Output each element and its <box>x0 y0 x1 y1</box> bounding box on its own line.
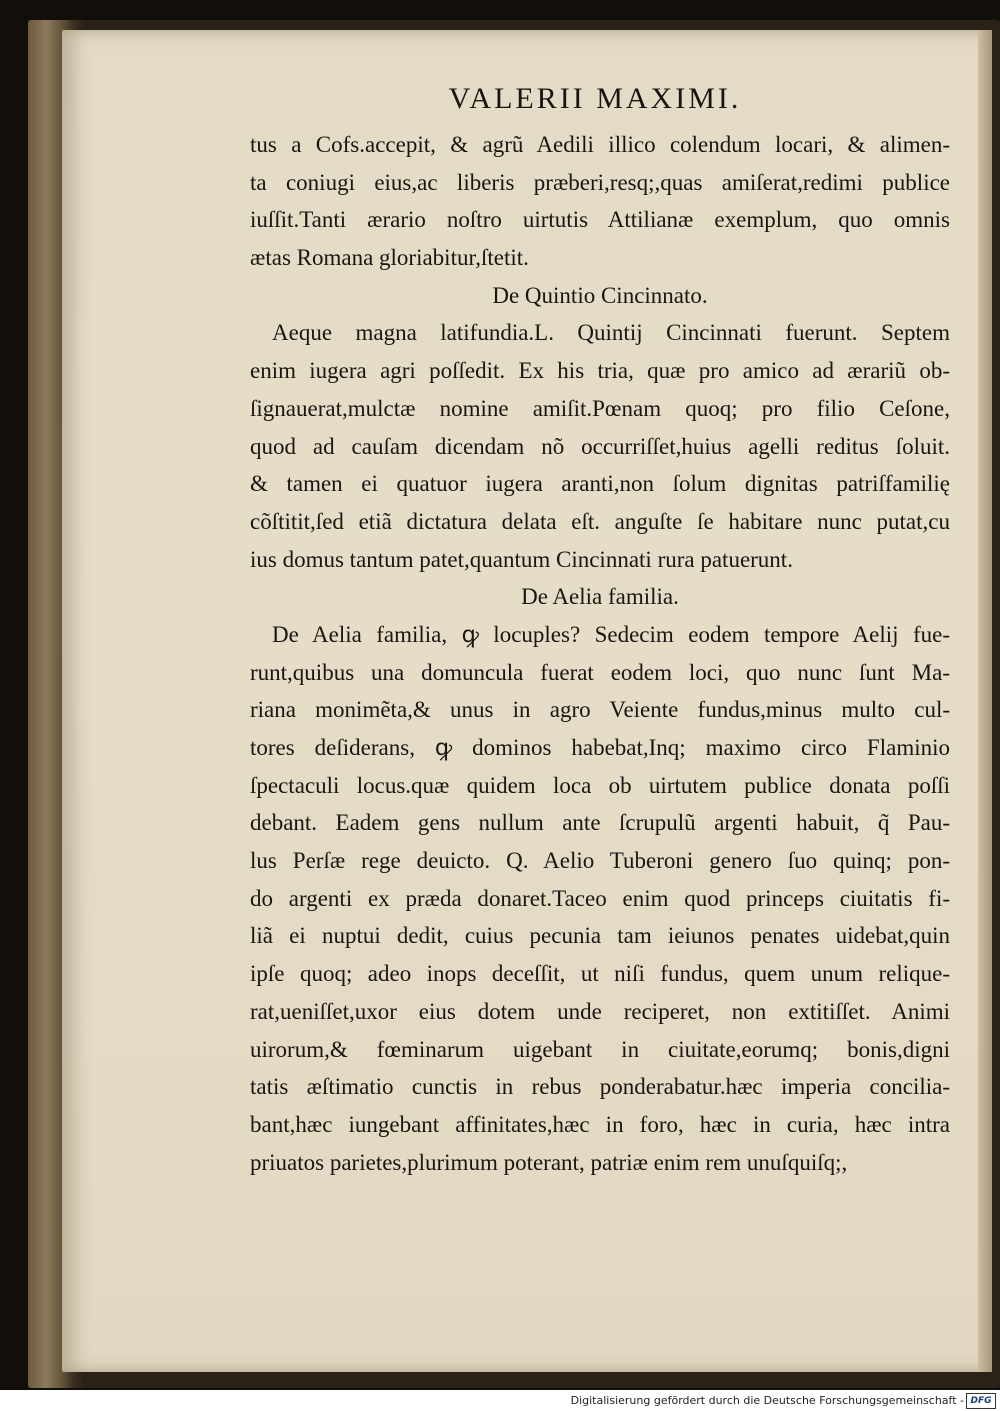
text-line: iuſſit.Tanti ærario noſtro uirtutis Attilianæ exemplum, quo omnis <box>250 207 950 233</box>
text-line: & tamen ei quatuor iugera aranti,non ſolum dignitas patriſfamilię <box>250 471 950 497</box>
text-line: ius domus tantum patet,quantum Cincinnati rura patuerunt. <box>250 546 793 572</box>
text-line: Aeque magna latifundia.L. Quintij Cincinnati fuerunt. Septem <box>272 320 950 346</box>
text-line: ſpectaculi locus.quæ quidem loca ob uirtutem publice donata poſſi <box>250 772 950 798</box>
text-line: uirorum,& fœminarum uigebant in ciuitate,eorumq; bonis,digni <box>250 1036 950 1062</box>
text-line: cõſtitit,ſed etiã dictatura delata eſt. anguſte ſe habitare nunc putat,cu <box>250 508 950 534</box>
text-line: lus Perſæ rege deuicto. Q. Aelio Tuberoni genero ſuo quinq; pon- <box>250 848 950 874</box>
text-line: liã ei nuptui dedit, cuius pecunia tam ieiunos penates uidebat,quin <box>250 923 950 949</box>
text-line: do argenti ex præda donaret.Taceo enim quod princeps ciuitatis fi- <box>250 885 950 911</box>
text-line: De Aelia familia, ꝙ locuples? Sedecim eodem tempore Aelij fue- <box>272 621 950 647</box>
section-heading: De Aelia familia. <box>521 584 679 610</box>
text-line: tores deſiderans, ꝙ dominos habebat,Inq; maximo circo Flaminio <box>250 735 950 760</box>
text-line: tus a Cofs.accepit, & agrũ Aedili illico colendum locari, & alimen- <box>250 132 950 157</box>
text-line: debant. Eadem gens nullum ante ſcrupulũ argenti habuit, q̃ Pau- <box>250 810 950 836</box>
page-edge <box>978 30 992 1372</box>
text-line: quod ad cauſam dicendam nõ occurriſſet,huius agelli reditus ſoluit. <box>250 433 950 459</box>
text-line: ta coniugi eius,ac liberis præberi,resq;,quas amiſerat,redimi publice <box>250 169 950 195</box>
text-line: ſignauerat,mulctæ nomine amiſit.Pœnam quoq; pro filio Ceſone, <box>250 395 950 421</box>
text-line: runt,quibus una domuncula fuerat eodem loci, quo nunc ſunt Ma- <box>250 659 950 685</box>
running-head-text: VALERII MAXIMI. <box>448 82 742 115</box>
running-head <box>0 82 1000 116</box>
body-text <box>250 126 950 1181</box>
text-line: rat,ueniſſet,uxor eius dotem unde reciperet, non extitiſſet. Animi <box>250 998 950 1024</box>
text-line: bant,hæc iungebant affinitates,hæc in foro, hæc in curia, hæc intra <box>250 1111 950 1137</box>
digitization-footer <box>0 1390 1000 1411</box>
text-line: priuatos parietes,plurimum poterant, patriæ enim rem unuſquiſq;, <box>250 1149 848 1175</box>
dfg-logo: DFG <box>966 1393 996 1409</box>
section-heading: De Quintio Cincinnato. <box>492 282 708 308</box>
text-line: tatis æſtimatio cunctis in rebus ponderabatur.hæc imperia concilia- <box>250 1074 950 1100</box>
footer-credit: Digitalisierung gefördert durch die Deutsche Forschungsgemeinschaft - <box>570 1394 964 1407</box>
text-line: enim iugera agri poſſedit. Ex his tria, quæ pro amico ad ærariũ ob- <box>250 358 950 384</box>
text-line: ætas Romana gloriabitur,ſtetit. <box>250 245 529 271</box>
text-line: ipſe quoq; adeo inops deceſſit, ut niſi fundus, quem unum relique- <box>250 961 950 987</box>
text-line: riana monimẽta,& unus in agro Veiente fundus,minus multo cul- <box>250 697 950 723</box>
